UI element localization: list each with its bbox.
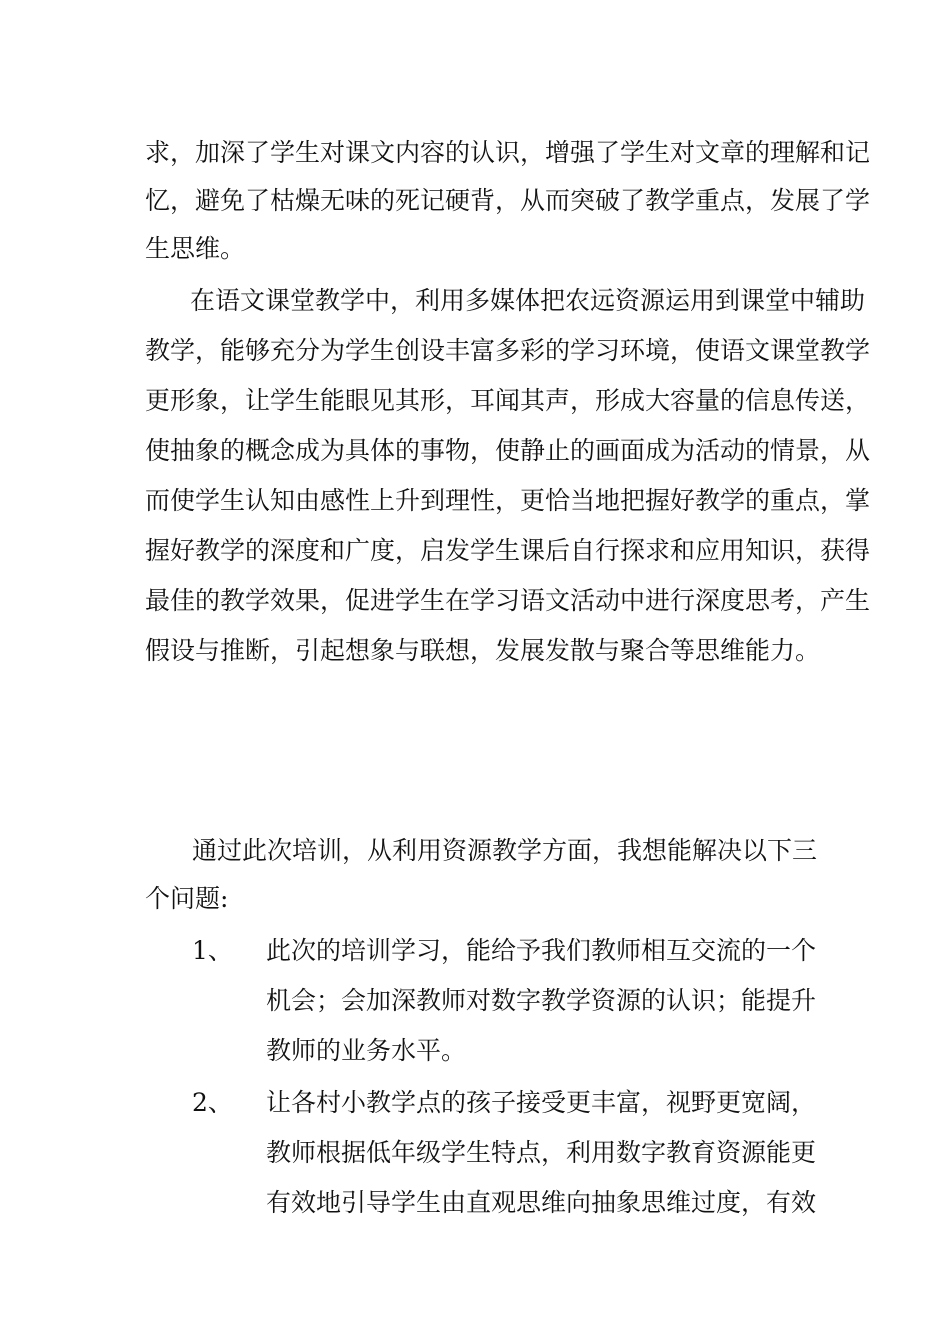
- text-line: 教学，能够充分为学生创设丰富多彩的学习环境，使语文课堂教学: [145, 336, 871, 365]
- list-item-number: 2、: [192, 1088, 233, 1117]
- text-line: 求，加深了学生对课文内容的认识，增强了学生对文章的理解和记: [145, 138, 871, 167]
- list-item-line: 有效地引导学生由直观思维向抽象思维过度，有效: [266, 1188, 817, 1217]
- text-line: 使抽象的概念成为具体的事物，使静止的画面成为活动的情景，从: [145, 436, 871, 465]
- text-line: 生思维。: [145, 234, 246, 263]
- list-item-line: 此次的培训学习，能给予我们教师相互交流的一个: [266, 936, 817, 965]
- text-line: 忆，避免了枯燥无味的死记硬背，从而突破了教学重点，发展了学: [145, 186, 871, 215]
- text-line: 握好教学的深度和广度，启发学生课后自行探求和应用知识，获得: [145, 536, 871, 565]
- text-line: 个问题:: [145, 884, 229, 913]
- list-item-line: 让各村小教学点的孩子接受更丰富，视野更宽阔，: [266, 1088, 817, 1117]
- text-line: 最佳的教学效果，促进学生在学习语文活动中进行深度思考，产生: [145, 586, 871, 615]
- text-line: 更形象，让学生能眼见其形，耳闻其声，形成大容量的信息传送，: [145, 386, 871, 415]
- text-line: 而使学生认知由感性上升到理性，更恰当地把握好教学的重点，掌: [145, 486, 871, 515]
- list-item-line: 教师的业务水平。: [266, 1036, 467, 1065]
- text-line: 在语文课堂教学中，利用多媒体把农远资源运用到课堂中辅助: [190, 286, 866, 315]
- list-item-number: 1、: [192, 936, 233, 965]
- text-line: 假设与推断，引起想象与联想，发展发散与聚合等思维能力。: [145, 636, 821, 665]
- text-line: 通过此次培训，从利用资源教学方面，我想能解决以下三: [192, 836, 818, 865]
- list-item-line: 教师根据低年级学生特点，利用数字教育资源能更: [266, 1138, 817, 1167]
- list-item-line: 机会；会加深教师对数字教学资源的认识；能提升: [266, 986, 817, 1015]
